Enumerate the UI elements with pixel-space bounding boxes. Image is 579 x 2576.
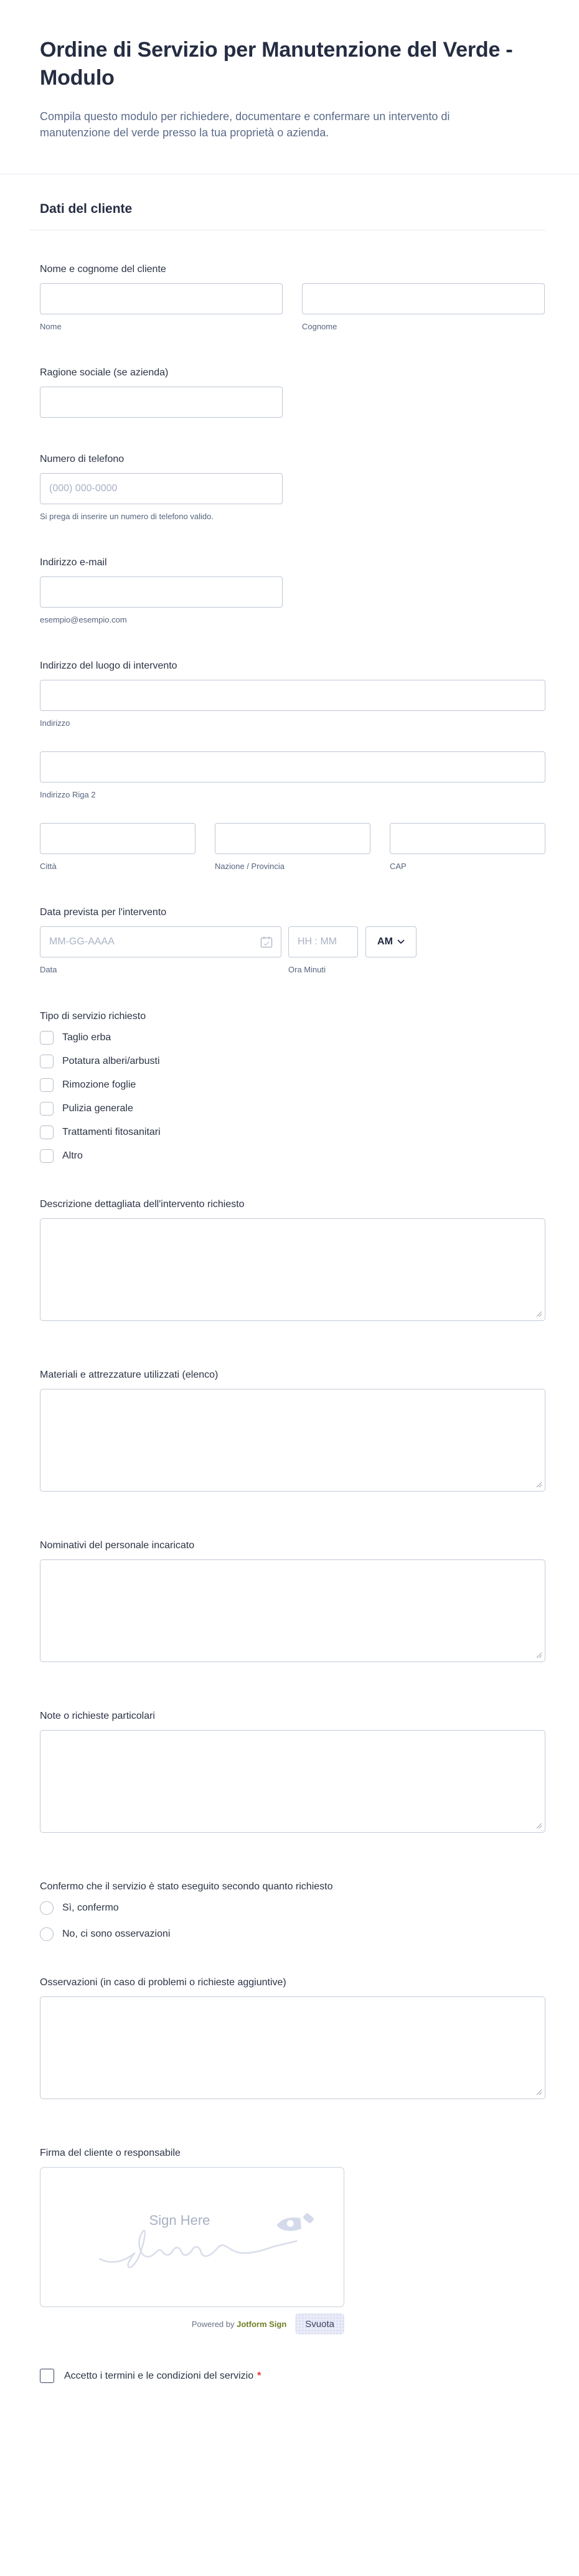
checkbox[interactable]	[40, 1126, 54, 1139]
field-full-name	[40, 264, 545, 331]
email-label: Indirizzo e-mail	[40, 557, 107, 568]
service-option	[40, 1102, 545, 1116]
form-title: Ordine di Servizio per Manutenzione del Verde - Modulo	[40, 38, 513, 90]
phone-label: Numero di telefono	[40, 454, 125, 464]
checkbox-label: Altro	[62, 1150, 83, 1161]
required-asterisk: *	[257, 2370, 261, 2381]
company-name-input[interactable]	[40, 387, 283, 418]
address-city-sublabel: Città	[40, 862, 57, 871]
address-state-group	[215, 823, 370, 871]
field-confirmation	[40, 1881, 545, 1941]
address-label: Indirizzo del luogo di intervento	[40, 660, 177, 671]
signature-pad[interactable]	[40, 2167, 344, 2307]
address-zip-group	[390, 823, 545, 871]
field-phone	[40, 454, 545, 521]
clear-signature-button[interactable]: Svuota	[295, 2313, 344, 2334]
last-name-group	[302, 283, 545, 331]
description-textarea[interactable]	[40, 1218, 545, 1321]
address-line1-sublabel: Indirizzo	[40, 718, 70, 728]
checkbox[interactable]	[40, 1102, 54, 1116]
address-state-input[interactable]	[215, 823, 370, 854]
datetime-sublabels	[40, 965, 545, 975]
field-signature	[40, 2148, 545, 2334]
radio-label: Sì, confermo	[62, 1902, 119, 1913]
field-description	[40, 1199, 545, 1321]
radio-label: No, ci sono osservazioni	[62, 1929, 171, 1939]
field-service-type	[40, 1011, 545, 1163]
field-email	[40, 557, 545, 624]
checkbox-label: Pulizia generale	[62, 1103, 133, 1114]
field-observations	[40, 1977, 545, 2099]
ampm-value: AM	[377, 936, 393, 947]
ampm-select[interactable]	[365, 926, 417, 957]
time-sublabel: Ora Minuti	[288, 965, 326, 974]
radio-button[interactable]	[40, 1901, 54, 1915]
observations-textarea[interactable]	[40, 1996, 545, 2099]
checkbox-label: Trattamenti fitosanitari	[62, 1127, 161, 1137]
address-zip-sublabel: CAP	[390, 862, 407, 871]
sign-here-text: Sign Here	[149, 2212, 210, 2228]
materials-textarea[interactable]	[40, 1389, 545, 1492]
section-heading-client-data: Dati del cliente	[40, 202, 133, 216]
notes-textarea[interactable]	[40, 1730, 545, 1833]
staff-label: Nominativi del personale incaricato	[40, 1540, 195, 1551]
field-staff	[40, 1540, 545, 1662]
service-type-label: Tipo di servizio richiesto	[40, 1011, 146, 1022]
checkbox[interactable]	[40, 1055, 54, 1068]
field-address	[40, 660, 545, 871]
address-city-group	[40, 823, 195, 871]
confirmation-options	[40, 1901, 545, 1941]
confirmation-option	[40, 1927, 545, 1941]
calendar-icon[interactable]	[260, 935, 273, 949]
company-name-label: Ragione sociale (se azienda)	[40, 367, 169, 378]
powered-by-text: Powered by Jotform Sign	[191, 2319, 287, 2329]
first-name-input[interactable]	[40, 283, 283, 314]
resize-handle-icon[interactable]	[536, 1311, 542, 1317]
datetime-label: Data prevista per l'intervento	[40, 907, 167, 918]
jotform-sign-brand: Jotform Sign	[237, 2319, 287, 2329]
service-option	[40, 1078, 545, 1092]
observations-label: Osservazioni (in caso di problemi o richieste aggiuntive)	[40, 1977, 286, 1988]
resize-handle-icon[interactable]	[536, 1482, 542, 1488]
address-state-sublabel: Nazione / Provincia	[215, 862, 285, 871]
terms-checkbox[interactable]	[40, 2369, 54, 2383]
materials-label: Materiali e attrezzature utilizzati (elenco)	[40, 1370, 219, 1380]
checkbox-label: Potatura alberi/arbusti	[62, 1056, 160, 1066]
field-materials	[40, 1370, 545, 1492]
checkbox-label: Rimozione foglie	[62, 1079, 136, 1090]
notes-label: Note o richieste particolari	[40, 1711, 155, 1721]
confirmation-option	[40, 1901, 545, 1915]
email-sublabel: esempio@esempio.com	[40, 615, 127, 624]
last-name-sublabel: Cognome	[302, 322, 337, 331]
last-name-input[interactable]	[302, 283, 545, 314]
address-line1-group	[40, 680, 545, 728]
checkbox[interactable]	[40, 1031, 54, 1045]
time-input[interactable]	[288, 926, 358, 957]
radio-button[interactable]	[40, 1927, 54, 1941]
email-input[interactable]	[40, 576, 283, 608]
date-input[interactable]	[40, 926, 281, 957]
full-name-label: Nome e cognome del cliente	[40, 264, 166, 275]
service-option	[40, 1055, 545, 1068]
signature-squiggle-art	[40, 2168, 344, 2306]
phone-hint: Si prega di inserire un numero di telefono valido.	[40, 512, 214, 521]
first-name-sublabel: Nome	[40, 322, 62, 331]
date-group	[40, 926, 281, 957]
service-option	[40, 1031, 545, 1045]
signature-label: Firma del cliente o responsabile	[40, 2148, 181, 2158]
staff-textarea[interactable]	[40, 1559, 545, 1662]
resize-handle-icon[interactable]	[536, 1652, 542, 1658]
service-option	[40, 1126, 545, 1139]
address-zip-input[interactable]	[390, 823, 545, 854]
resize-handle-icon[interactable]	[536, 1823, 542, 1829]
field-terms	[40, 2369, 545, 2383]
address-city-input[interactable]	[40, 823, 195, 854]
checkbox[interactable]	[40, 1078, 54, 1092]
terms-label: Accetto i termini e le condizioni del servizio	[64, 2370, 254, 2381]
service-option	[40, 1149, 545, 1163]
address-line2-input[interactable]	[40, 751, 545, 783]
resize-handle-icon[interactable]	[536, 2089, 542, 2095]
checkbox[interactable]	[40, 1149, 54, 1163]
field-company-name	[40, 367, 545, 418]
service-type-options	[40, 1031, 545, 1163]
date-sublabel: Data	[40, 965, 57, 974]
confirmation-label: Confermo che il servizio è stato eseguito secondo quanto richiesto	[40, 1881, 333, 1892]
checkbox-label: Taglio erba	[62, 1032, 111, 1043]
phone-input[interactable]	[40, 473, 283, 504]
form-subtitle: Compila questo modulo per richiedere, documentare e confermare un intervento di manutenzione del verde presso la tua proprietà o azienda.	[40, 110, 450, 139]
address-line2-group	[40, 751, 545, 799]
chevron-down-icon	[397, 939, 405, 944]
first-name-group	[40, 283, 283, 331]
signature-footer	[40, 2313, 344, 2334]
description-label: Descrizione dettagliata dell'intervento richiesto	[40, 1199, 245, 1210]
address-line2-sublabel: Indirizzo Riga 2	[40, 790, 96, 799]
address-line1-input[interactable]	[40, 680, 545, 711]
field-datetime	[40, 907, 545, 975]
field-notes	[40, 1711, 545, 1833]
